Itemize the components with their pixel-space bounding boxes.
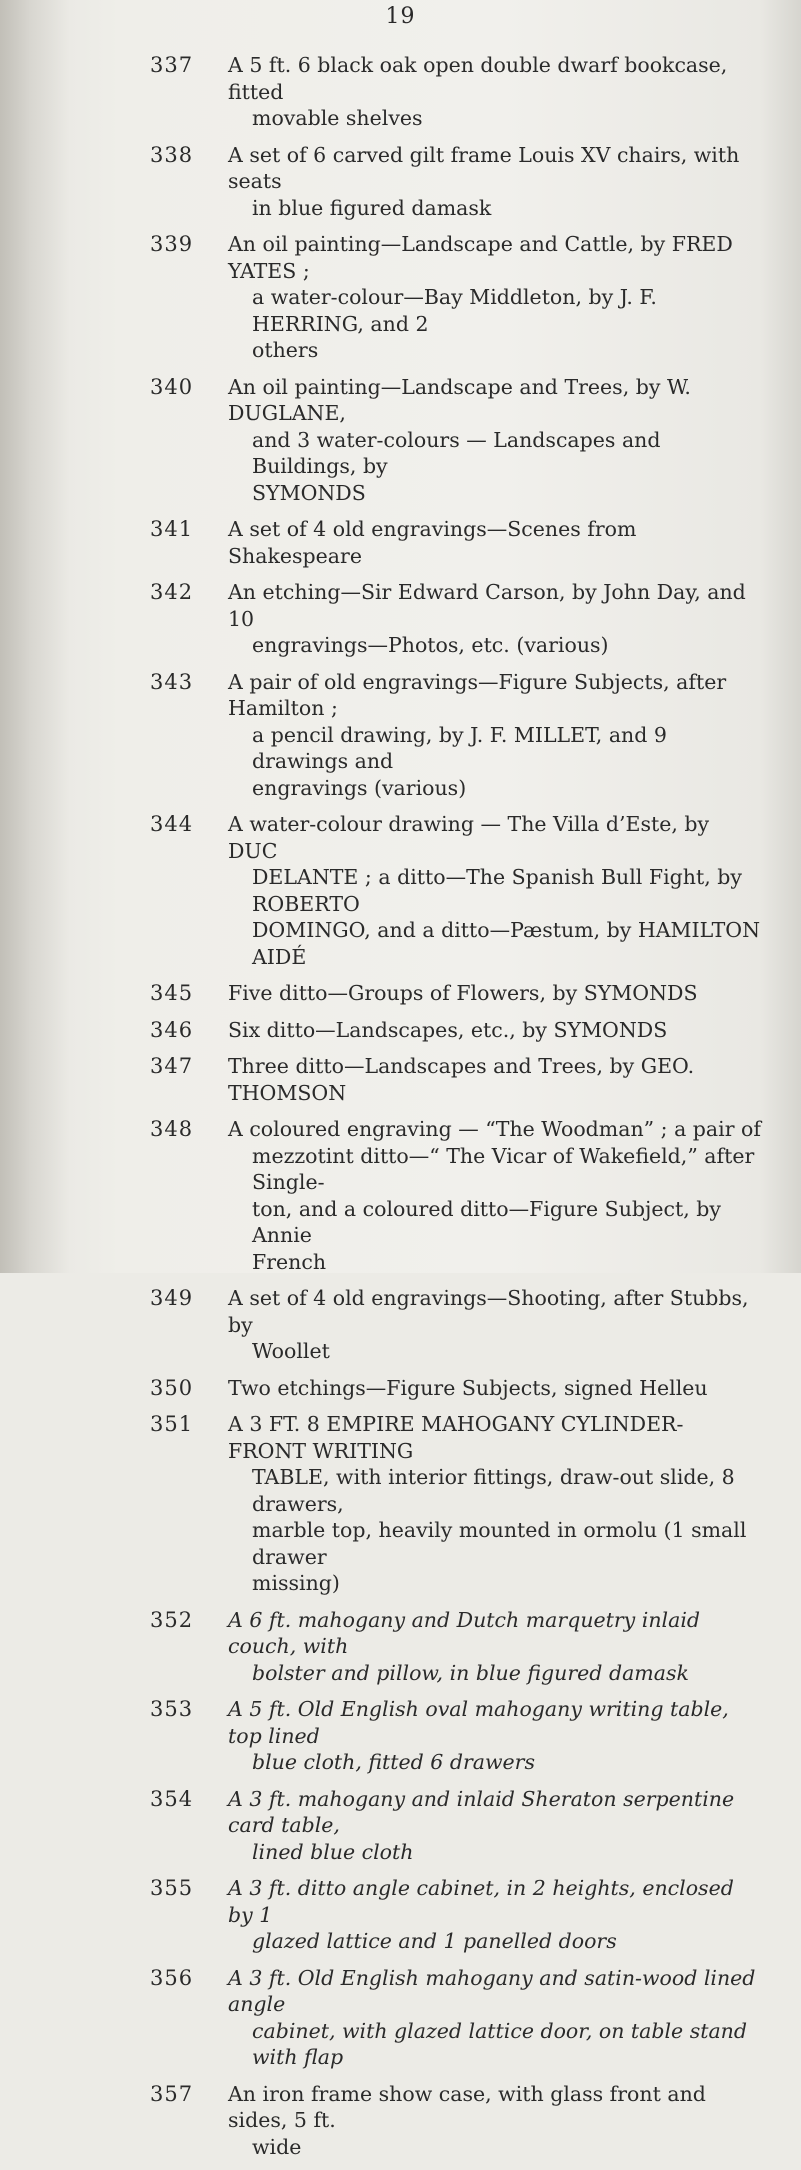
description-line: Woollet xyxy=(252,1339,330,1363)
lot-entry xyxy=(0,1696,801,1776)
description-line: A set of 4 old engravings—Shooting, after Stubbs, by xyxy=(228,1286,749,1337)
description-line: An oil painting—Landscape and Cattle, by FRED YATES ; xyxy=(228,232,733,283)
lot-entry xyxy=(0,1607,801,1687)
lot-number: 344 xyxy=(150,812,194,836)
description-line: A set of 4 old engravings—Scenes from Shakespeare xyxy=(228,517,637,568)
lot-entry xyxy=(0,516,801,569)
description-line: A pair of old engravings—Figure Subjects, after Hamilton ; xyxy=(228,669,727,720)
lot-description xyxy=(228,1017,761,1044)
lot-description xyxy=(228,980,761,1007)
description-line: blue cloth, fitted 6 drawers xyxy=(252,1750,536,1774)
lot-list xyxy=(0,52,801,2170)
lot-description xyxy=(228,374,761,507)
description-line: engravings—Photos, etc. (various) xyxy=(252,633,609,657)
lot-entry xyxy=(0,1285,801,1365)
description-line: and 3 water-colours — Landscapes and Buildings, by xyxy=(252,427,661,478)
lot-entry xyxy=(0,1116,801,1275)
lot-number: 339 xyxy=(150,232,194,256)
description-line: bolster and pillow, in blue figured damask xyxy=(252,1660,689,1685)
lot-number: 350 xyxy=(150,1375,194,1400)
lot-entry xyxy=(0,579,801,659)
lot-number: 343 xyxy=(150,669,194,694)
description-line: wide xyxy=(252,2134,302,2159)
lot-description xyxy=(228,811,761,970)
lot-description xyxy=(228,2081,761,2161)
lot-description xyxy=(228,669,761,802)
lot-entry xyxy=(0,1053,801,1106)
lot-number: 337 xyxy=(150,53,194,77)
lot-number: 355 xyxy=(150,1876,194,1900)
lot-description xyxy=(228,1965,761,2071)
lot-description xyxy=(228,231,761,364)
description-line: Five ditto—Groups of Flowers, by SYMONDS xyxy=(228,981,698,1005)
description-line: DELANTE ; a ditto—The Spanish Bull Fight, by ROBERTO xyxy=(252,865,742,916)
lot-description xyxy=(228,1786,761,1866)
lot-number: 357 xyxy=(150,2081,194,2106)
description-line: glazed lattice and 1 panelled doors xyxy=(252,1929,617,1953)
description-line: cabinet, with glazed lattice door, on table stand with flap xyxy=(252,2018,748,2069)
lot-entry xyxy=(0,1411,801,1597)
description-line: SYMONDS xyxy=(252,480,366,505)
description-line: marble top, heavily mounted in ormolu (1 small drawer xyxy=(252,1518,747,1569)
lot-description xyxy=(228,1696,761,1776)
description-line: A coloured engraving — “The Woodman” ; a pair of xyxy=(228,1117,761,1141)
description-line: A 6 ft. mahogany and Dutch marquetry inlaid couch, with xyxy=(228,1607,701,1658)
lot-entry xyxy=(0,142,801,222)
description-line: movable shelves xyxy=(252,106,423,130)
description-line: DOMINGO, and a ditto—Pæstum, by HAMILTON AIDÉ xyxy=(252,918,761,969)
lot-number: 347 xyxy=(150,1054,194,1078)
lot-number: 338 xyxy=(150,142,194,167)
description-line: others xyxy=(252,338,319,362)
lot-number: 340 xyxy=(150,374,194,399)
lot-entry xyxy=(0,1017,801,1044)
lot-description xyxy=(228,579,761,659)
description-line: A 3 ft. Old English mahogany and satin-wood lined angle xyxy=(228,1965,756,2016)
lot-description xyxy=(228,1116,761,1275)
lot-description xyxy=(228,1285,761,1365)
description-line: a water-colour—Bay Middleton, by J. F. HERRING, and 2 xyxy=(252,285,657,336)
description-line: A 5 ft. 6 black oak open double dwarf bookcase, fitted xyxy=(228,53,728,104)
lot-number: 348 xyxy=(150,1117,194,1141)
description-line: a pencil drawing, by J. F. MILLET, and 9 drawings and xyxy=(252,722,667,773)
description-line: A 5 ft. Old English oval mahogany writing table, top lined xyxy=(228,1697,729,1748)
lot-description xyxy=(228,52,761,132)
description-line: engravings (various) xyxy=(252,775,467,800)
lot-description xyxy=(228,1411,761,1597)
lot-number: 353 xyxy=(150,1697,194,1721)
lot-number: 346 xyxy=(150,1017,194,1042)
description-line: An oil painting—Landscape and Trees, by W. DUGLANE, xyxy=(228,374,691,425)
description-line: Two etchings—Figure Subjects, signed Helleu xyxy=(228,1375,708,1400)
description-line: A water-colour drawing — The Villa d’Este, by DUC xyxy=(228,812,710,863)
lot-entry xyxy=(0,2081,801,2161)
description-line: ton, and a coloured ditto—Figure Subject, by Annie xyxy=(252,1196,721,1247)
lot-description xyxy=(228,142,761,222)
lot-description xyxy=(228,1607,761,1687)
description-line: missing) xyxy=(252,1571,340,1595)
lot-number: 354 xyxy=(150,1786,194,1811)
lot-number: 356 xyxy=(150,1965,194,1990)
lot-entry xyxy=(0,669,801,802)
description-line: French xyxy=(252,1249,327,1274)
description-line: lined blue cloth xyxy=(252,1839,414,1864)
lot-entry xyxy=(0,1965,801,2071)
description-line: An iron frame show case, with glass front and sides, 5 ft. xyxy=(228,2081,706,2132)
description-line: A 3 FT. 8 EMPIRE MAHOGANY CYLINDER-FRONT WRITING xyxy=(228,1412,684,1463)
lot-number: 349 xyxy=(150,1286,194,1310)
description-line: An etching—Sir Edward Carson, by John Day, and 10 xyxy=(228,580,746,631)
description-line: A 3 ft. ditto angle cabinet, in 2 heights, enclosed by 1 xyxy=(228,1876,734,1927)
lot-entry xyxy=(0,374,801,507)
lot-description xyxy=(228,1053,761,1106)
description-line: A 3 ft. mahogany and inlaid Sheraton serpentine card table, xyxy=(228,1786,735,1837)
page-number: 19 xyxy=(385,4,416,29)
description-line: Three ditto—Landscapes and Trees, by GEO. THOMSON xyxy=(228,1054,695,1105)
lot-number: 341 xyxy=(150,517,194,541)
lot-description xyxy=(228,1375,761,1402)
lot-number: 352 xyxy=(150,1607,194,1632)
description-line: Six ditto—Landscapes, etc., by SYMONDS xyxy=(228,1017,668,1042)
lot-description xyxy=(228,516,761,569)
lot-entry xyxy=(0,231,801,364)
lot-number: 342 xyxy=(150,580,194,604)
description-line: A set of 6 carved gilt frame Louis XV chairs, with seats xyxy=(228,142,740,193)
lot-entry xyxy=(0,811,801,970)
lot-entry xyxy=(0,52,801,132)
description-line: in blue figured damask xyxy=(252,195,492,220)
lot-entry xyxy=(0,1375,801,1402)
lot-entry xyxy=(0,1786,801,1866)
lot-entry xyxy=(0,980,801,1007)
lot-description xyxy=(228,1875,761,1955)
lot-number: 351 xyxy=(150,1412,194,1436)
lot-number: 345 xyxy=(150,981,194,1005)
description-line: mezzotint ditto—“ The Vicar of Wakefield,” after Single- xyxy=(252,1143,755,1194)
lot-entry xyxy=(0,1875,801,1955)
description-line: TABLE, with interior fittings, draw-out slide, 8 drawers, xyxy=(252,1465,735,1516)
